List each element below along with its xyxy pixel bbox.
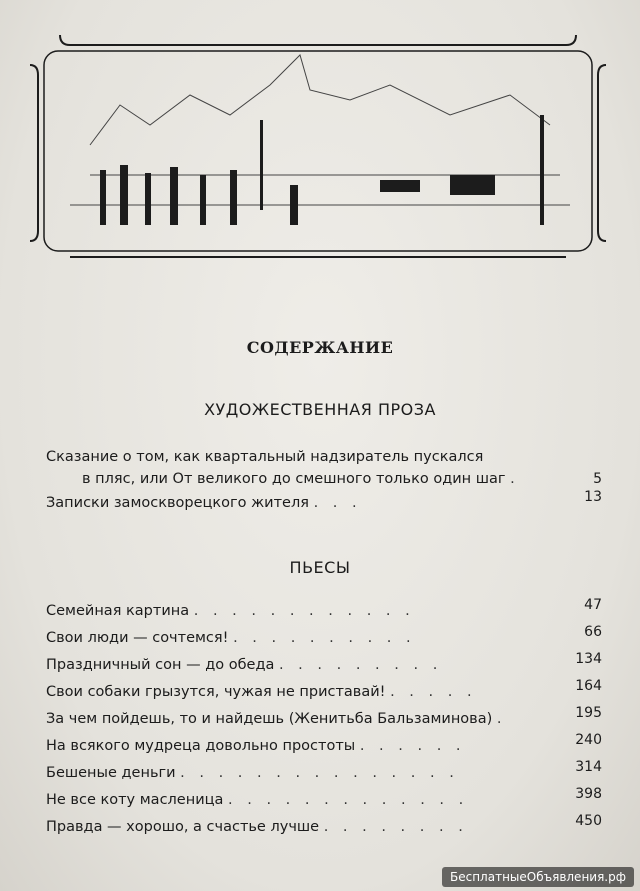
leader-dots: . bbox=[496, 711, 507, 727]
entry-title: Праздничный сон — до обеда bbox=[46, 657, 275, 673]
page-number: 66 bbox=[584, 624, 602, 640]
entry-title-continued: в пляс, или От великого до смешного только один шаг bbox=[82, 471, 506, 487]
leader-dots: . . . . . . . . . . bbox=[233, 630, 416, 646]
page-number: 450 bbox=[575, 813, 602, 829]
entry-title: Бешеные деньги bbox=[46, 765, 176, 781]
page-number: 13 bbox=[584, 489, 602, 505]
leader-dots: . . . . . . . . . . . . . . . bbox=[180, 765, 459, 781]
page-title: СОДЕРЖАНИЕ bbox=[246, 338, 394, 357]
entry-title: Записки замоскворецкого жителя bbox=[46, 495, 309, 511]
vignette-illustration bbox=[30, 35, 606, 265]
entry-title: Сказание о том, как квартальный надзиратель пускался bbox=[46, 449, 484, 465]
leader-dots: . . . bbox=[313, 495, 362, 511]
section-heading-prose: ХУДОЖЕСТВЕННАЯ ПРОЗА bbox=[204, 400, 436, 419]
leader-dots: . . . . . . . . . . . . bbox=[193, 603, 415, 619]
leader-dots: . . . . . . . . . . . . . bbox=[228, 792, 469, 808]
page-number: 47 bbox=[584, 597, 602, 613]
page-number: 134 bbox=[575, 651, 602, 667]
page-number: 314 bbox=[575, 759, 602, 775]
entry-title: Свои люди — сочтемся! bbox=[46, 630, 229, 646]
watermark-label[interactable]: БесплатныеОбъявления.рф bbox=[442, 867, 634, 887]
page-number: 164 bbox=[575, 678, 602, 694]
leader-dots: . bbox=[510, 471, 520, 487]
toc-entry bbox=[46, 732, 602, 757]
leader-dots: . . . . . . . . bbox=[323, 819, 468, 835]
section-heading-plays: ПЬЕСЫ bbox=[289, 558, 351, 577]
page-number: 5 bbox=[593, 471, 602, 487]
entry-title: На всякого мудреца довольно простоты bbox=[46, 738, 356, 754]
toc-entry bbox=[46, 786, 602, 811]
toc-entry bbox=[46, 489, 602, 514]
entry-title: Свои собаки грызутся, чужая не приставай! bbox=[46, 684, 386, 700]
entry-title: За чем пойдешь, то и найдешь (Женитьба Бальзаминова) bbox=[46, 711, 493, 727]
entry-title: Не все коту масленица bbox=[46, 792, 224, 808]
entry-title: Семейная картина bbox=[46, 603, 190, 619]
leader-dots: . . . . . bbox=[390, 684, 477, 700]
toc-entry bbox=[46, 813, 602, 838]
toc-entry bbox=[46, 624, 602, 649]
entry-title: Правда — хорошо, а счастье лучше bbox=[46, 819, 320, 835]
leader-dots: . . . . . . . . . bbox=[278, 657, 443, 673]
toc-entry bbox=[46, 678, 602, 703]
page-number: 240 bbox=[575, 732, 602, 748]
page-number: 195 bbox=[575, 705, 602, 721]
page-number: 398 bbox=[575, 786, 602, 802]
toc-entry bbox=[46, 446, 602, 490]
toc-entry bbox=[46, 651, 602, 676]
toc-entry bbox=[46, 705, 602, 730]
leader-dots: . . . . . . bbox=[359, 738, 466, 754]
toc-entry bbox=[46, 597, 602, 622]
toc-entry bbox=[46, 759, 602, 784]
